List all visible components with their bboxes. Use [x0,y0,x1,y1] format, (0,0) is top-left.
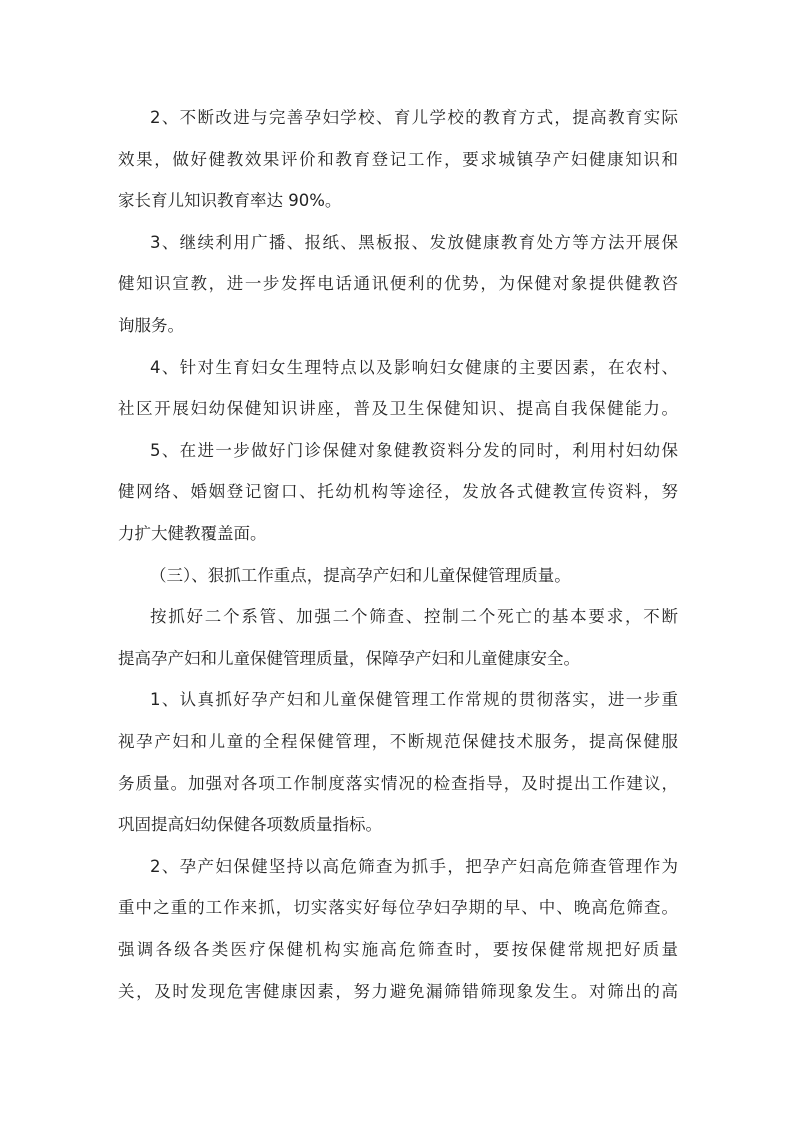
paragraph-line: 重中之重的工作来抓，切实落实好每位孕妇孕期的早、中、晚高危筛查。 [118,898,678,917]
paragraph-line: 提高孕产妇和儿童保健管理质量，保障孕产妇和儿童健康安全。 [118,649,580,668]
paragraph-line: 3、继续利用广播、报纸、黑板报、发放健康教育处方等方法开展保 [150,233,678,252]
paragraph-line: 2、孕产妇保健坚持以高危筛查为抓手，把孕产妇高危筛查管理作为 [150,857,678,876]
section-heading: （三）、狠抓工作重点，提高孕产妇和儿童保健管理质量。 [150,566,571,585]
paragraph-line: 1、认真抓好孕产妇和儿童保健管理工作常规的贯彻落实，进一步重 [150,690,678,709]
paragraph-line: 按抓好二个系管、加强二个筛查、控制二个死亡的基本要求，不断 [150,607,678,626]
paragraph-line: 视孕产妇和儿童的全程保健管理，不断规范保健技术服务，提高保健服 [118,732,678,751]
paragraph-line: 务质量。加强对各项工作制度落实情况的检查指导，及时提出工作建议， [118,774,678,793]
paragraph-line: 健网络、婚姻登记窗口、托幼机构等途径，发放各式健教宣传资料，努 [118,482,678,501]
paragraph-line: 2、不断改进与完善孕妇学校、育儿学校的教育方式，提高教育实际 [150,108,678,127]
paragraph-line: 关，及时发现危害健康因素，努力避免漏筛错筛现象发生。对筛出的高 [118,982,678,1001]
paragraph-line: 家长育儿知识教育率达 90%。 [118,191,342,210]
paragraph-line: 社区开展妇幼保健知识讲座，普及卫生保健知识、提高自我保健能力。 [118,399,678,418]
paragraph-line: 巩固提高妇幼保健各项数质量指标。 [118,815,382,834]
paragraph-line: 询服务。 [118,316,184,335]
paragraph-line: 5、在进一步做好门诊保健对象健教资料分发的同时，利用村妇幼保 [150,441,678,460]
paragraph-line: 强调各级各类医疗保健机构实施高危筛查时，要按保健常规把好质量 [118,940,678,959]
paragraph-line: 健知识宣教，进一步发挥电话通讯便利的优势，为保健对象提供健教咨 [118,274,678,293]
paragraph-line: 力扩大健教覆盖面。 [118,524,267,543]
paragraph-line: 效果，做好健教效果评价和教育登记工作，要求城镇孕产妇健康知识和 [118,150,678,169]
paragraph-line: 4、针对生育妇女生理特点以及影响妇女健康的主要因素，在农村、 [150,358,678,377]
